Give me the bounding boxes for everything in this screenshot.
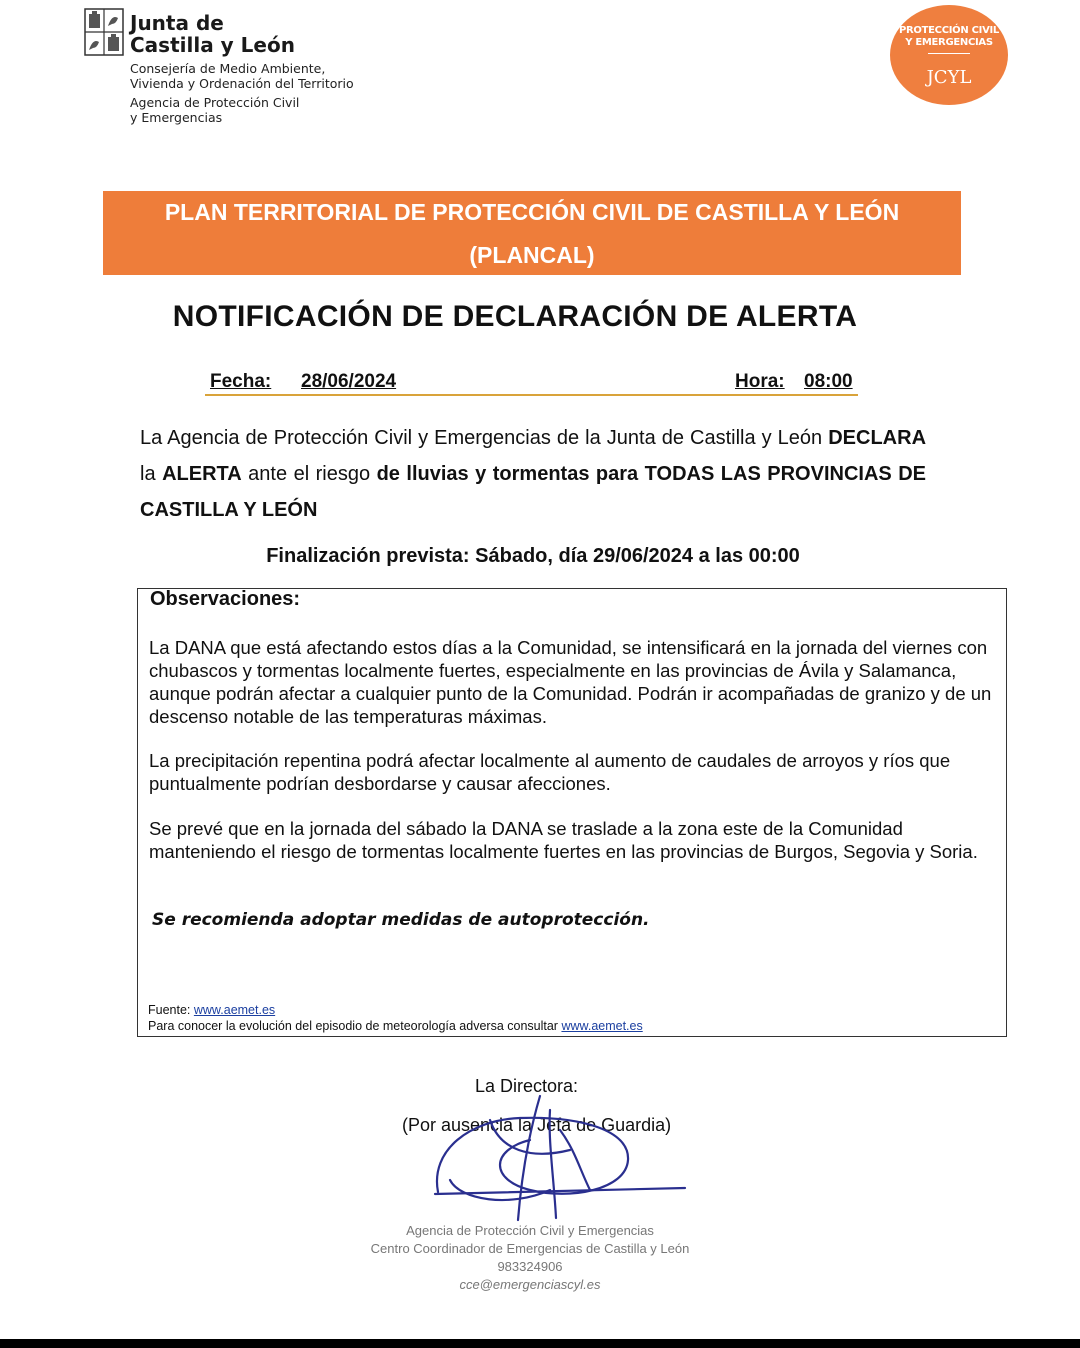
org-department [130,61,354,125]
declaration-risk: de lluvias y tormentas para TODAS LAS PROVINCIAS DE CASTILLA Y LEÓN [140,463,926,521]
agency-line2: y Emergencias [130,110,223,125]
seal-line3: JCYL [926,67,972,88]
observation-paragraph-3: Se prevé que en la jornada del sábado la DANA se traslade a la zona este de la Comunidad manteniendo el riesgo de tormentas localmente fuertes en las provincias de Burgos, Segovia y Soria. [149,818,978,862]
time-value: 08:00 [804,371,853,392]
footer-phone: 983324906 [497,1259,563,1274]
banner-line1: PLAN TERRITORIAL DE PROTECCIÓN CIVIL DE CASTILLA Y LEÓN [164,199,900,225]
declaration-ante: ante el riesgo [241,463,377,485]
signatory-role: La Directora: [475,1076,579,1096]
agency-line1: Agencia de Protección Civil [130,95,300,110]
recommendation: Se recomienda adoptar medidas de autoprotección. [152,910,650,930]
bottom-bar [0,1339,1080,1348]
date-label: Fecha: [210,371,272,392]
observations-title: Observaciones: [150,588,301,610]
org-name-line1: Junta de [130,11,224,35]
more-info-link[interactable]: www.aemet.es [561,1019,643,1033]
civil-protection-seal [890,5,1008,105]
declaration-declara: DECLARA [828,427,927,449]
time-label: Hora: [735,371,785,392]
declaration-intro: La Agencia de Protección Civil y Emergencias de la Junta de Castilla y León [140,427,823,449]
seal-divider [928,53,970,54]
source-line [148,1003,275,1018]
dept-line2: Vivienda y Ordenación del Territorio [130,76,354,91]
document-title: NOTIFICACIÓN DE DECLARACIÓN DE ALERTA [172,300,858,333]
org-name-line2: Castilla y León [130,33,295,57]
declaration-alerta: ALERTA [162,463,242,485]
observation-paragraph-1: La DANA que está afectando estos días a la Comunidad, se intensificará en la jornada del viernes con chubascos y tormentas localmente fuertes, especialmente en las provincias de Ávila y Salamanca, aunque podrán afectar a cualquier punto de la Comunidad. Podrán ir acompañadas de granizo y de un descenso notable de las temperaturas máximas. [149,637,992,727]
declaration-la: la [140,463,163,485]
coat-of-arms-icon [84,8,124,56]
seal-line1: PROTECCIÓN CIVIL [898,25,1000,36]
more-info-text: Para conocer la evolución del episodio de meteorología adversa consultar [148,1019,562,1033]
seal-line2: Y EMERGENCIAS [905,37,993,48]
source-link[interactable]: www.aemet.es [193,1003,276,1017]
declaration-text [140,420,926,528]
source-label: Fuente: [148,1003,194,1017]
footer-email: cce@emergenciascyl.es [459,1277,601,1292]
banner-line2: (PLANCAL) [469,242,595,268]
plan-banner [103,191,961,275]
footer-center: Centro Coordinador de Emergencias de Castilla y León [370,1241,690,1256]
more-info-line [148,1019,643,1034]
footer-agency: Agencia de Protección Civil y Emergencias [406,1223,654,1238]
expected-end: Finalización prevista: Sábado, día 29/06/2024 a las 00:00 [266,545,800,567]
handwritten-signature-icon [430,1090,700,1230]
org-name [130,12,295,56]
date-value: 28/06/2024 [301,371,397,392]
observation-paragraph-2: La precipitación repentina podrá afectar localmente al aumento de caudales de arroyos y ríos que puntualmente podrían desbordarse y causar afecciones. [149,750,951,794]
dept-line1: Consejería de Medio Ambiente, [130,61,326,76]
signatory-absence-note: (Por ausencia la Jefa de Guardia) [402,1115,672,1135]
